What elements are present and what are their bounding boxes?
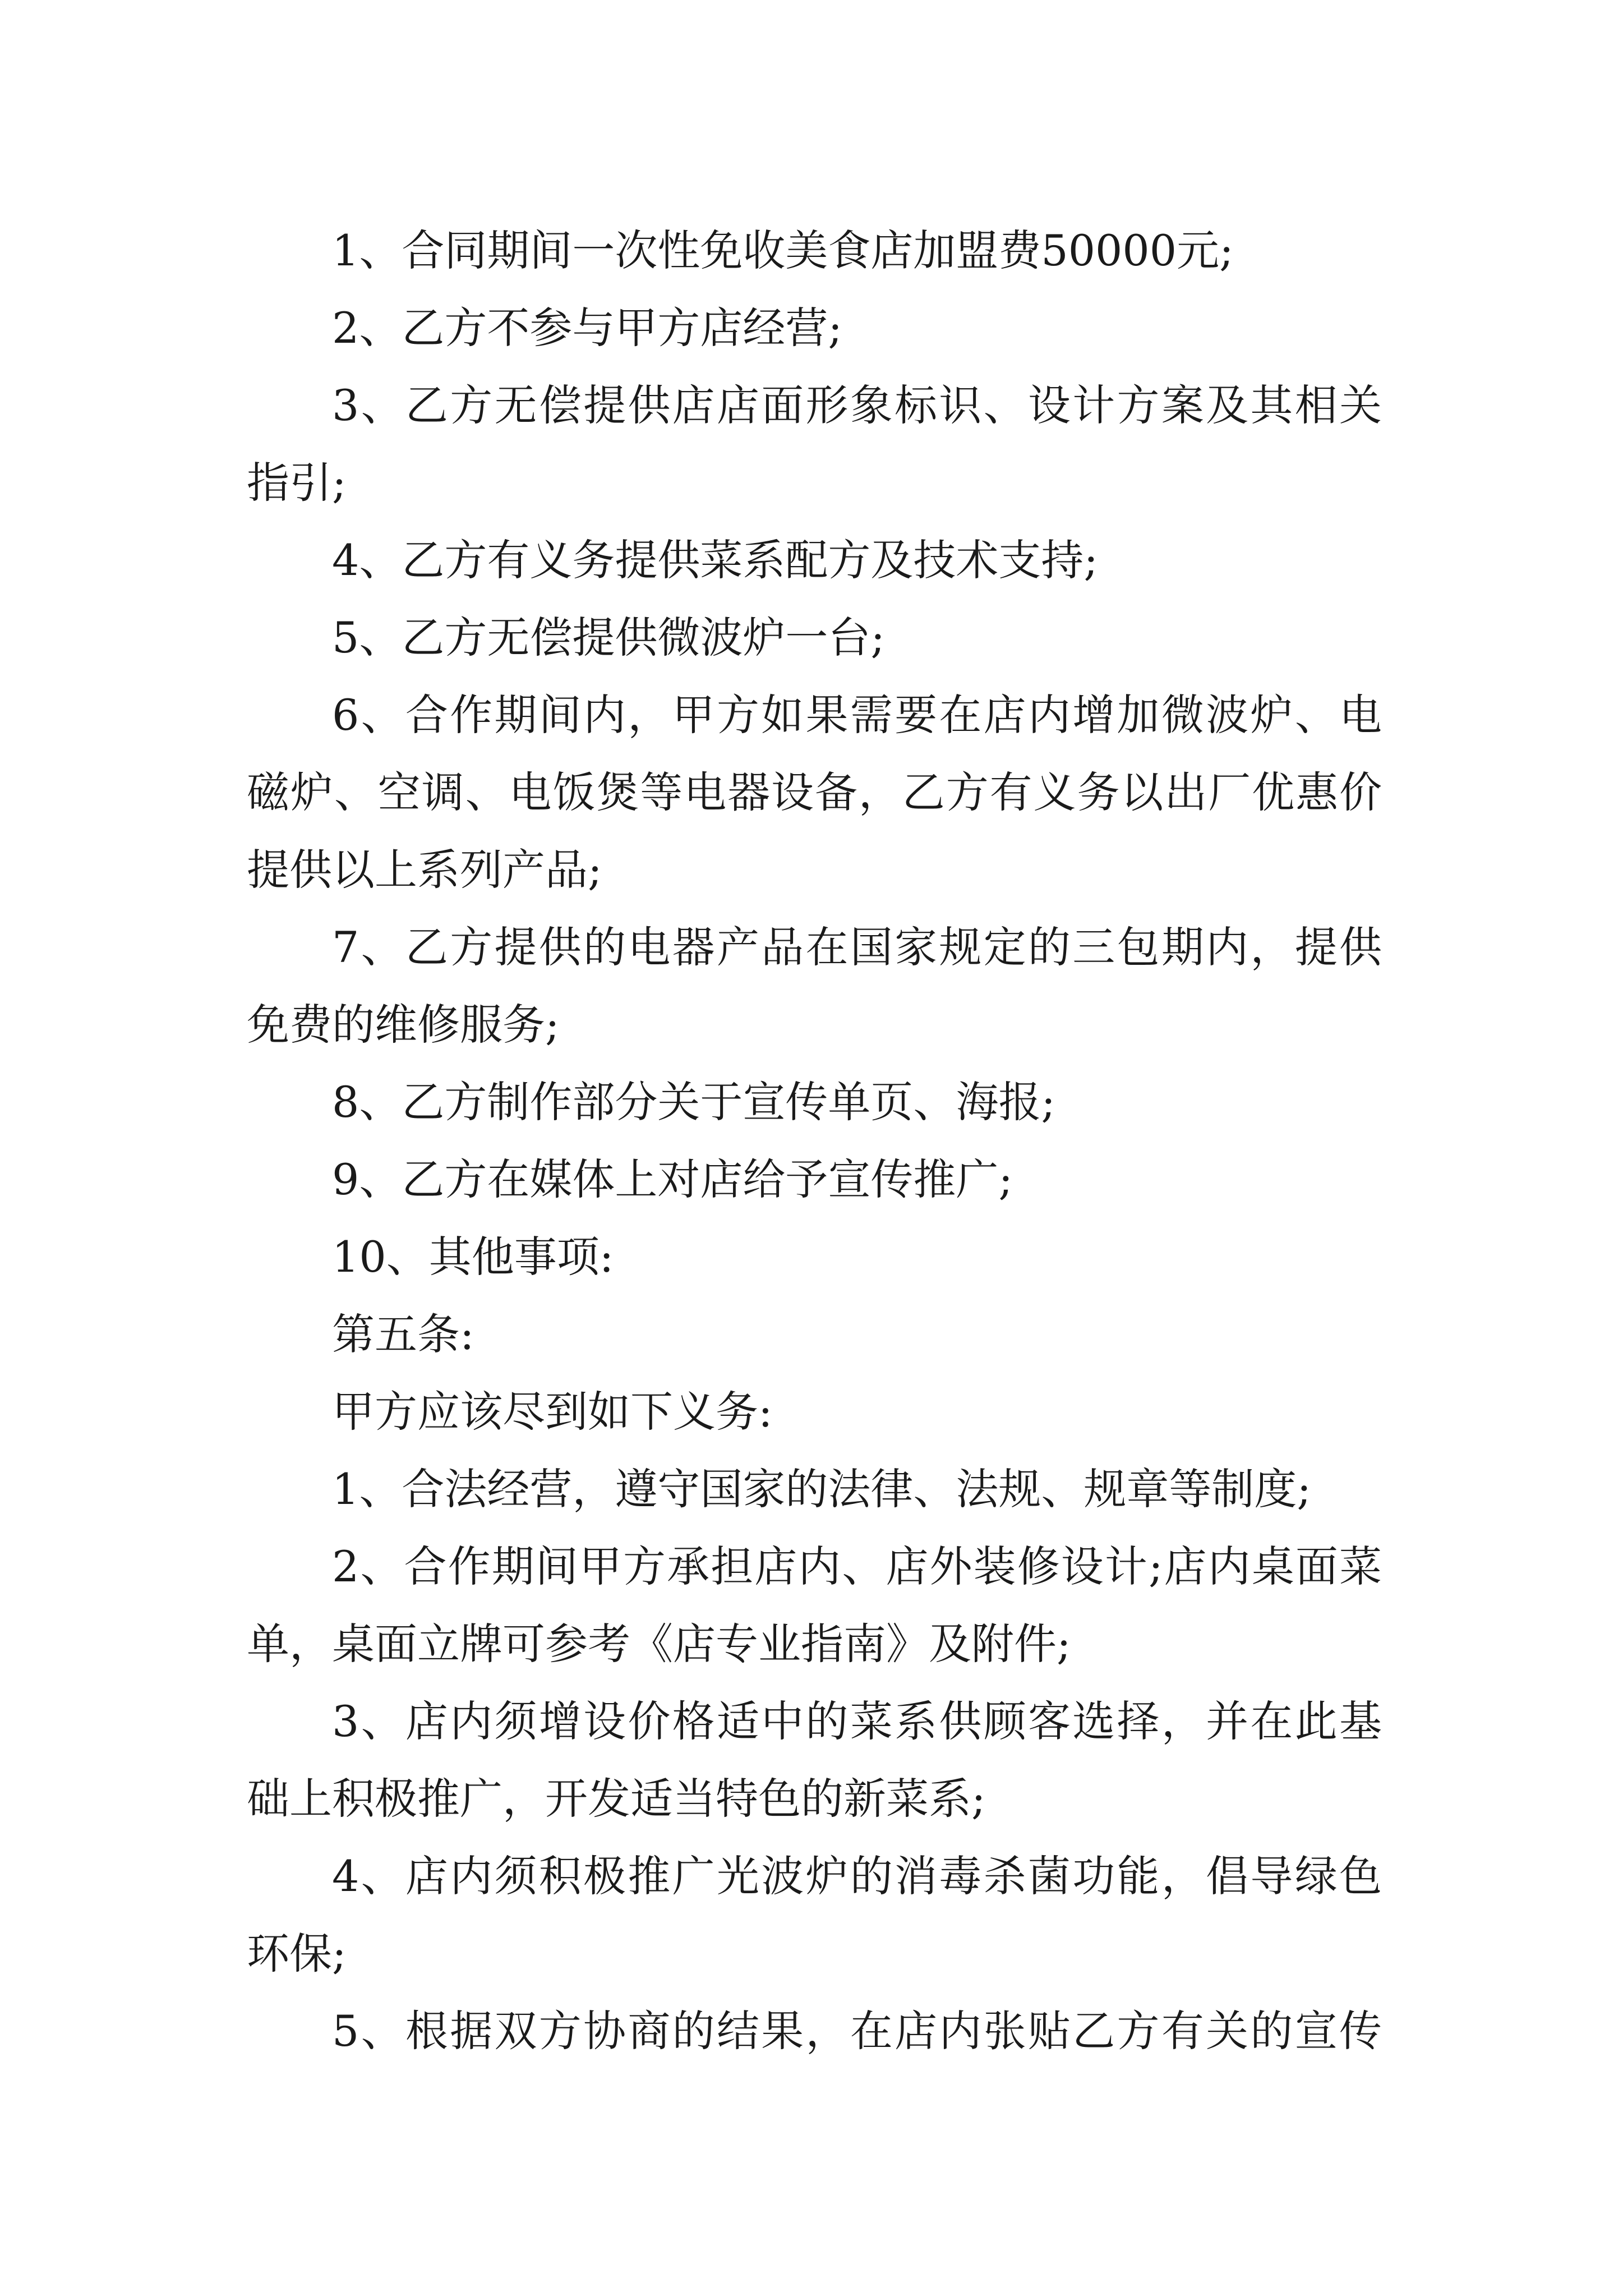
text-line: 5、乙方无偿提供微波炉一台; — [332, 613, 885, 662]
text-line: 单，桌面立牌可参考《店专业指南》及附件; — [247, 1619, 1071, 1669]
text-line: 环保; — [247, 1929, 347, 1978]
text-line: 6、合作期间内，甲方如果需要在店内增加微波炉、电 — [332, 690, 1382, 740]
text-line: 2、合作期间甲方承担店内、店外装修设计;店内桌面菜 — [332, 1542, 1382, 1591]
text-line: 9、乙方在媒体上对店给予宣传推广; — [332, 1154, 1013, 1204]
text-line: 磁炉、空调、电饭煲等电器设备，乙方有义务以出厂优惠价 — [247, 767, 1382, 817]
text-line: 3、乙方无偿提供店店面形象标识、设计方案及其相关 — [332, 380, 1382, 430]
text-line: 1、合同期间一次性免收美食店加盟费50000元; — [332, 226, 1234, 275]
text-line: 1、合法经营，遵守国家的法律、法规、规章等制度; — [332, 1464, 1311, 1514]
text-line: 3、店内须增设价格适中的菜系供顾客选择，并在此基 — [332, 1696, 1382, 1746]
text-line: 提供以上系列产品; — [247, 845, 602, 895]
text-line: 2、乙方不参与甲方店经营; — [332, 303, 842, 353]
text-line: 指引; — [247, 458, 347, 508]
text-line: 7、乙方提供的电器产品在国家规定的三包期内，提供 — [332, 922, 1382, 972]
text-line: 础上积极推广，开发适当特色的新菜系; — [247, 1774, 986, 1824]
text-line: 10、其他事项: — [332, 1232, 614, 1282]
text-line: 4、店内须积极推广光波炉的消毒杀菌功能，倡导绿色 — [332, 1851, 1382, 1901]
section-heading: 第五条: — [332, 1309, 474, 1359]
text-line: 5、根据双方协商的结果，在店内张贴乙方有关的宣传 — [332, 2006, 1382, 2056]
text-line: 免费的维修服务; — [247, 1000, 560, 1050]
text-line: 甲方应该尽到如下义务: — [332, 1387, 773, 1437]
text-line: 8、乙方制作部分关于宣传单页、海报; — [332, 1077, 1055, 1127]
text-line: 4、乙方有义务提供菜系配方及技术支持; — [332, 535, 1098, 585]
document-body — [247, 212, 1382, 2070]
